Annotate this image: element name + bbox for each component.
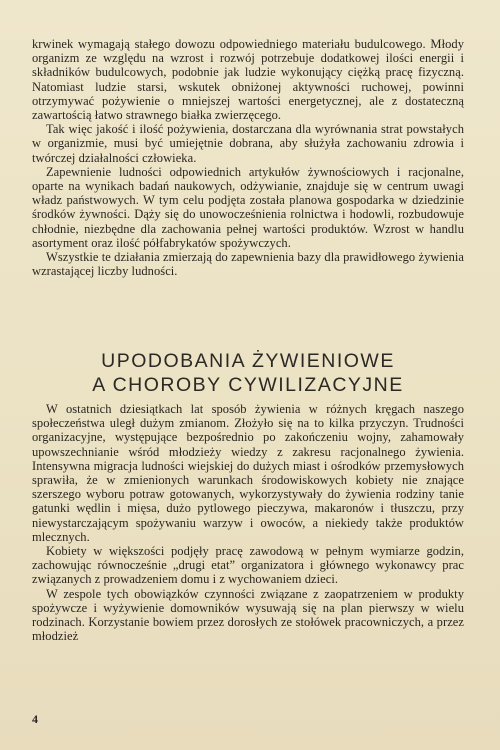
bottom-text-block [32, 402, 464, 643]
section-heading-line-1: UPODOBANIA ŻYWIENIOWE [101, 350, 395, 372]
top-text-block [32, 37, 464, 278]
paragraph-food-quality: Tak więc jakość i ilość pożywienia, dostarczana dla wyrównania strat powstałych w organizmie, musi być umiejętnie dobrana, aby służyła zachowaniu zdrowia i twórczej działalności człowieka. [32, 122, 464, 165]
paragraph-household-duties: W zespole tych obowiązków czynności związane z zaopatrzeniem w produkty spożywcze i wyżywienie domowników wysuwają się na plan pierwszy w wielu rodzinach. Korzystanie bowiem przez dorosłych ze stołówek pracowniczych, a przez młodzież [32, 586, 464, 644]
paragraph-nutrition-base: Wszystkie te działania zmierzają do zapewnienia bazy dla prawidłowego żywienia wzrastającej liczby ludności. [32, 250, 464, 279]
section-heading-line-2: A CHOROBY CYWILIZACYJNE [92, 374, 404, 396]
paragraph-working-women: Kobiety w większości podjęły pracę zawodową w pełnym wymiarze godzin, zachowując równocześnie „drugi etat” organizatora i głównego wykonawcy prac związanych z prowadzeniem domu i z wychowaniem dzieci. [32, 544, 464, 587]
paragraph-state-supply: Zapewnienie ludności odpowiednich artykułów żywnościowych i racjonalne, oparte na wynikach badań naukowych, odżywianie, znajduje się w centrum uwagi władz państwowych. W tym celu podjęta została planowa gospodarka w dziedzinie środków żywności. Dąży się do unowocześnienia rolnictwa i hodowli, rozbudowuje chłodnie, niezbędne dla zachowania pełnej wartości produktów. Wzrost w handlu asortyment oraz ilość półfabrykatów spożywczych. [32, 164, 464, 250]
paragraph-blood-cells: krwinek wymagają stałego dowozu odpowiedniego materiału budulcowego. Młody organizm ze względu na wzrost i rozwój potrzebuje dodatkowej ilości energii i składników budulcowych, podobnie jak ludzie wykonujący ciężką pracę fizyczną. Natomiast ludzie starsi, wskutek obniżonej aktywności ruchowej, powinni otrzymywać pożywienie o mniejszej wartości energetycznej, ale z dostateczną zawartością łatwo strawnego białka zwierzęcego. [32, 37, 464, 123]
paragraph-diet-changes: W ostatnich dziesiątkach lat sposób żywienia w różnych kręgach naszego społeczeństwa uległ dużym zmianom. Złożyło się na to kilka przyczyn. Trudności organizacyjne, występujące bezpośrednio po zakończeniu wojny, zahamowały upowszechnianie wśród młodzieży wiedzy z zakresu racjonalnego żywienia. Intensywna migracja ludności wiejskiej do dużych miast i ośrodków przemysłowych sprawiła, że w zmienionych warunkach środowiskowych kobiety nie znające szerszego wyboru potraw gotowanych, wykorzystywały do żywienia rodziny tanie gatunki wędlin i mięsa, dużo pytlowego pieczywa, makaronów i tłuszczu, przy niewystarczającym spożywaniu warzyw i owoców, a niekiedy także produktów mlecznych. [32, 402, 464, 544]
page-number: 4 [32, 712, 38, 726]
